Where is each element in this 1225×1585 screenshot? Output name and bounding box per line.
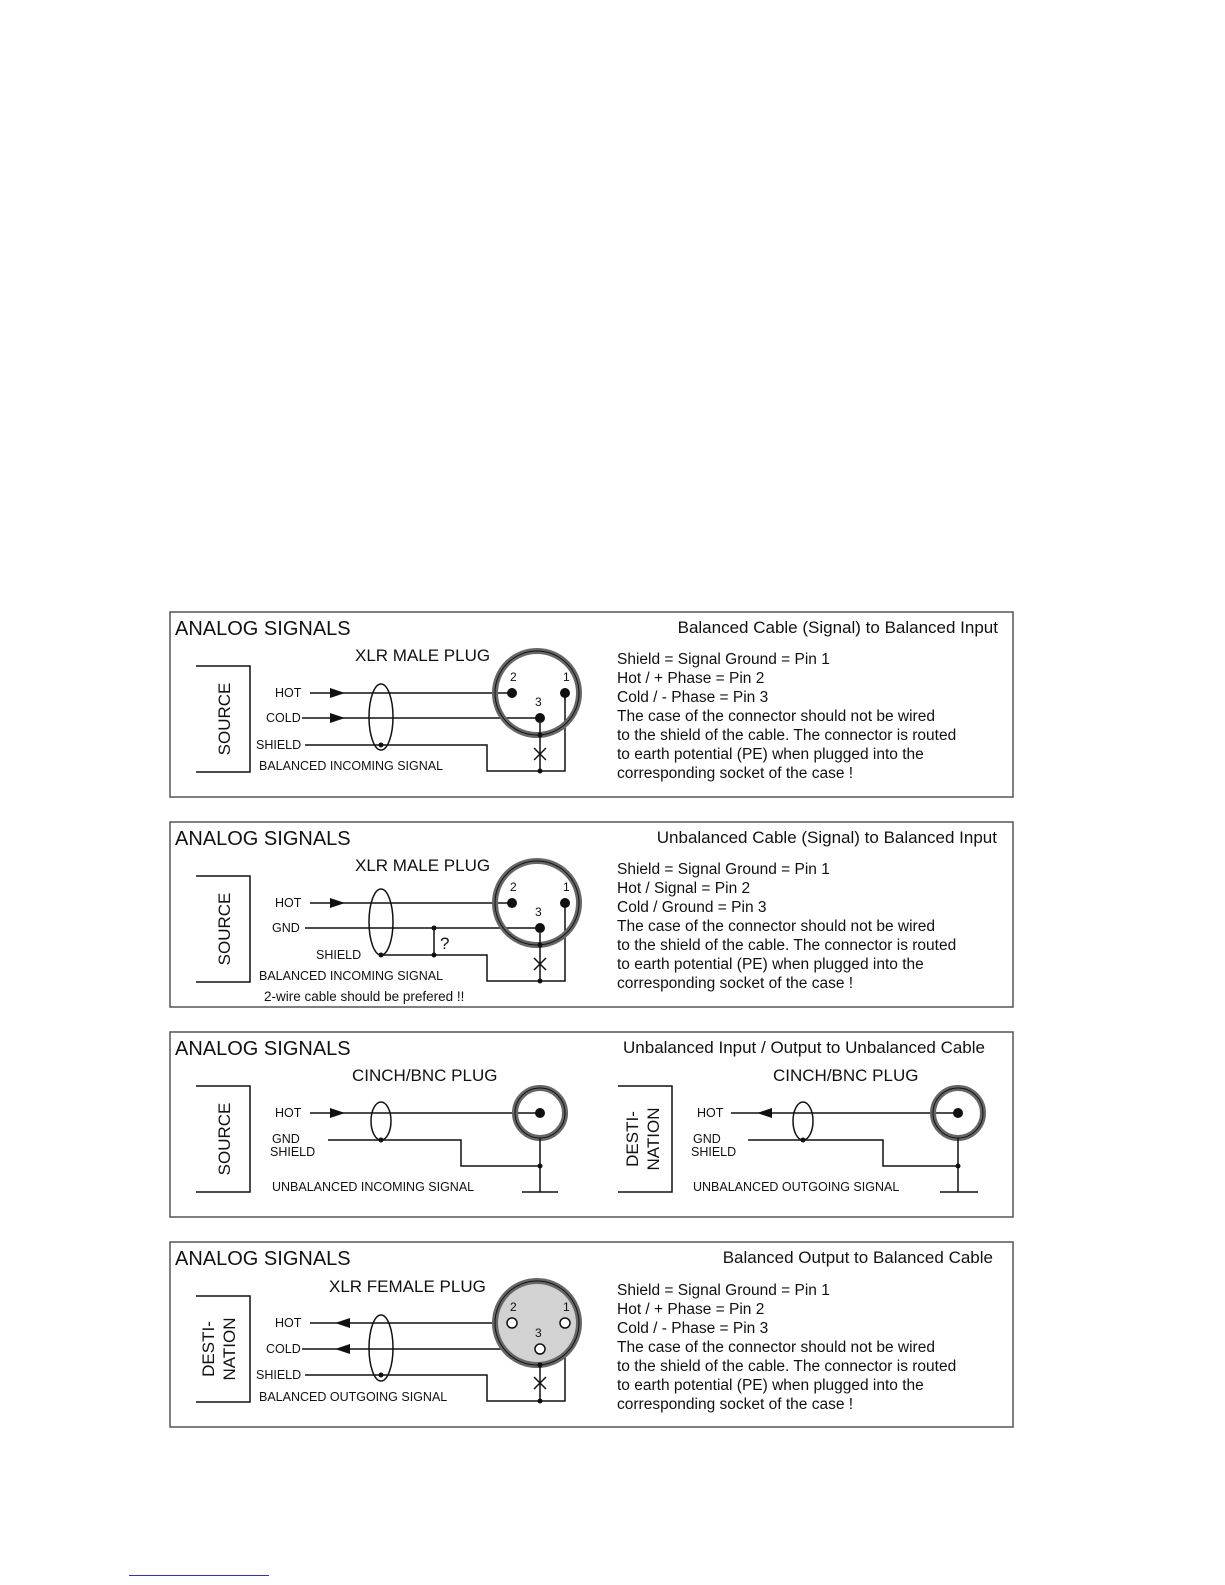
desc-line: Cold / - Phase = Pin 3	[617, 1320, 769, 1337]
wire-label-hot: HOT	[697, 1106, 724, 1120]
wire-label-shield: SHIELD	[256, 738, 302, 752]
cable-jacket	[369, 684, 393, 750]
desc-line: Shield = Signal Ground = Pin 1	[617, 651, 830, 668]
desc-line: Hot / Signal = Pin 2	[617, 880, 751, 897]
panel-heading: ANALOG SIGNALS	[175, 1248, 351, 1270]
shield-junction	[379, 743, 384, 748]
pin-label-2: 2	[510, 1300, 517, 1314]
panel-subtitle: Unbalanced Cable (Signal) to Balanced Input	[656, 828, 997, 847]
center-pin-icon	[535, 1108, 545, 1118]
hot-arrow	[330, 688, 345, 698]
side-label: SOURCE	[215, 892, 234, 966]
gnd-wire	[328, 1140, 540, 1166]
side-label-line-2: NATION	[644, 1107, 663, 1171]
pin-label-1: 1	[563, 670, 570, 684]
panel-balanced-output	[170, 1242, 1013, 1427]
panel-subtitle: Balanced Output to Balanced Cable	[722, 1248, 993, 1267]
desc-line: to earth potential (PE) when plugged into the	[617, 956, 924, 973]
plug-label: XLR FEMALE PLUG	[329, 1277, 486, 1296]
wire-label-cold: COLD	[266, 1342, 301, 1356]
plug-label: XLR MALE PLUG	[355, 856, 491, 875]
shield-junction	[379, 1373, 384, 1378]
wire-label-hot: HOT	[275, 1106, 302, 1120]
desc-line: The case of the connector should not be wired	[617, 918, 935, 935]
shield-junction	[379, 953, 384, 958]
desc-line: The case of the connector should not be wired	[617, 708, 935, 725]
desc-line: to earth potential (PE) when plugged into the	[617, 746, 924, 763]
hot-arrow	[330, 1108, 345, 1118]
socket-3-icon	[535, 1344, 545, 1354]
side-label-line-1: DESTI-	[199, 1321, 218, 1377]
wire-label-gnd: GND	[272, 1132, 300, 1146]
pin-1-icon	[560, 898, 570, 908]
bottom-label: BALANCED INCOMING SIGNAL	[259, 969, 444, 983]
pin-label-3: 3	[535, 905, 542, 919]
hot-arrow	[757, 1108, 772, 1118]
shield-link	[381, 928, 434, 955]
unbalanced-source	[196, 1066, 565, 1194]
pin-2-icon	[507, 898, 517, 908]
pin-label-1: 1	[563, 1300, 570, 1314]
bottom-label: UNBALANCED INCOMING SIGNAL	[272, 1180, 475, 1194]
wire-label-shield: SHIELD	[691, 1145, 737, 1159]
desc-line: Shield = Signal Ground = Pin 1	[617, 861, 830, 878]
wire-label-shield: SHIELD	[316, 948, 362, 962]
desc-line: Shield = Signal Ground = Pin 1	[617, 1282, 830, 1299]
cable-note: 2-wire cable should be prefered !!	[264, 989, 465, 1004]
wire-label-cold: COLD	[266, 711, 301, 725]
desc-line: The case of the connector should not be wired	[617, 1339, 935, 1356]
panel-description	[617, 651, 956, 782]
side-label: SOURCE	[215, 682, 234, 756]
side-label-line-1: DESTI-	[623, 1111, 642, 1167]
hot-arrow	[335, 1318, 350, 1328]
wire-label-hot: HOT	[275, 896, 302, 910]
wire-label-gnd: GND	[693, 1132, 721, 1146]
cold-arrow	[330, 713, 345, 723]
panel-description	[617, 1282, 956, 1413]
panel-subtitle: Balanced Cable (Signal) to Balanced Input	[677, 618, 998, 637]
unbalanced-destination	[618, 1066, 983, 1194]
desc-line: Hot / + Phase = Pin 2	[617, 670, 765, 687]
cold-arrow	[335, 1344, 350, 1354]
plug-label: XLR MALE PLUG	[355, 646, 491, 665]
bottom-label: BALANCED INCOMING SIGNAL	[259, 759, 444, 773]
wire-label-hot: HOT	[275, 686, 302, 700]
side-label-line-2: NATION	[220, 1317, 239, 1381]
panel-balanced-input	[170, 612, 1013, 797]
desc-line: to the shield of the cable. The connector is routed	[617, 937, 957, 954]
desc-line: corresponding socket of the case !	[617, 765, 854, 782]
desc-line: to earth potential (PE) when plugged into the	[617, 1377, 924, 1394]
panel-unbalanced-io	[170, 1032, 1013, 1217]
plug-label: CINCH/BNC PLUG	[352, 1066, 498, 1085]
gnd-wire	[748, 1140, 958, 1166]
pin-label-1: 1	[563, 880, 570, 894]
panel-heading: ANALOG SIGNALS	[175, 618, 351, 640]
panel-heading: ANALOG SIGNALS	[175, 828, 351, 850]
pin-3-icon	[535, 923, 545, 933]
pin-label-3: 3	[535, 1326, 542, 1340]
desc-line: corresponding socket of the case !	[617, 1396, 854, 1413]
socket-2-icon	[507, 1318, 517, 1328]
cable-jacket	[793, 1102, 813, 1140]
panel-unbalanced-cable-balanced-input	[170, 822, 1013, 1007]
desc-line: corresponding socket of the case !	[617, 975, 854, 992]
desc-line: to the shield of the cable. The connector is routed	[617, 727, 957, 744]
bottom-label: UNBALANCED OUTGOING SIGNAL	[693, 1180, 900, 1194]
pin-3-icon	[535, 713, 545, 723]
bottom-label: BALANCED OUTGOING SIGNAL	[259, 1390, 448, 1404]
side-label: SOURCE	[215, 1102, 234, 1176]
panel-heading: ANALOG SIGNALS	[175, 1038, 351, 1060]
desc-line: to the shield of the cable. The connector is routed	[617, 1358, 957, 1375]
panel-subtitle: Unbalanced Input / Output to Unbalanced Cable	[623, 1038, 985, 1057]
center-pin-icon	[953, 1108, 963, 1118]
wire-label-hot: HOT	[275, 1316, 302, 1330]
pin-label-3: 3	[535, 695, 542, 709]
pin-label-2: 2	[510, 880, 517, 894]
wire-label-gnd: GND	[272, 921, 300, 935]
question-mark: ?	[440, 934, 450, 953]
cable-jacket	[371, 1102, 391, 1140]
cable-jacket	[369, 889, 393, 955]
panel-description	[617, 861, 956, 992]
desc-line: Cold / - Phase = Pin 3	[617, 689, 769, 706]
cable-jacket	[369, 1315, 393, 1381]
footer-link-underline[interactable]	[129, 1575, 269, 1576]
hot-arrow	[330, 898, 345, 908]
desc-line: Hot / + Phase = Pin 2	[617, 1301, 765, 1318]
desc-line: Cold / Ground = Pin 3	[617, 899, 767, 916]
plug-label: CINCH/BNC PLUG	[773, 1066, 919, 1085]
pin-label-2: 2	[510, 670, 517, 684]
wire-label-shield: SHIELD	[270, 1145, 316, 1159]
wire-label-shield: SHIELD	[256, 1368, 302, 1382]
socket-1-icon	[560, 1318, 570, 1328]
